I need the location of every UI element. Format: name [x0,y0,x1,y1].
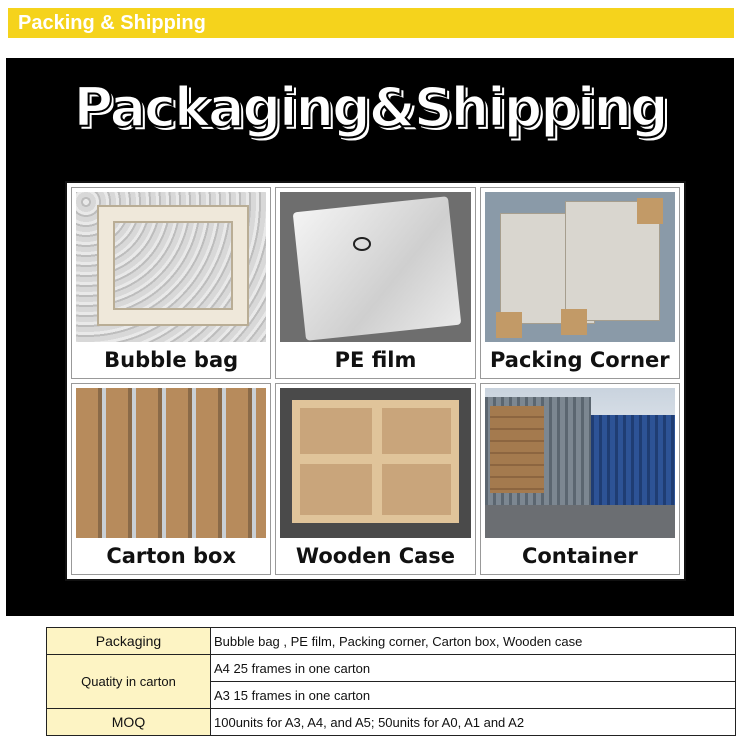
packaging-item-packing-corner [480,187,680,379]
carton-box-photo [76,388,266,538]
packaging-item-bubble-bag [71,187,271,379]
table-row [47,709,736,736]
quantity-label: Quatity in carton [47,655,211,709]
packaging-caption: PE film [334,348,417,372]
packaging-item-pe-film [275,187,475,379]
packaging-caption: Carton box [106,544,236,568]
bubble-bag-photo [76,192,266,342]
spec-table [46,627,736,736]
moq-value: 100units for A3, A4, and A5; 50units for A0, A1 and A2 [211,709,736,736]
packing-corner-photo [485,192,675,342]
table-row [47,655,736,682]
banner-title: Packaging&Shipping [73,76,667,139]
packaging-banner [6,58,734,616]
packaging-label: Packaging [47,628,211,655]
packaging-item-wooden-case [275,383,475,575]
packaging-caption: Wooden Case [295,544,456,568]
packaging-item-carton-box [71,383,271,575]
section-title: Packing & Shipping [18,11,206,34]
quantity-a4-value: A4 25 frames in one carton [211,655,736,682]
section-header [8,8,734,38]
packaging-photo-grid [65,181,686,581]
pe-film-photo [280,192,470,342]
packaging-caption: Packing Corner [489,348,670,372]
table-row [47,628,736,655]
moq-label: MOQ [47,709,211,736]
packaging-value: Bubble bag , PE film, Packing corner, Carton box, Wooden case [211,628,736,655]
wooden-case-photo [280,388,470,538]
packaging-caption: Bubble bag [104,348,239,372]
packaging-item-container [480,383,680,575]
packaging-caption: Container [521,544,638,568]
quantity-a3-value: A3 15 frames in one carton [211,682,736,709]
container-photo [485,388,675,538]
